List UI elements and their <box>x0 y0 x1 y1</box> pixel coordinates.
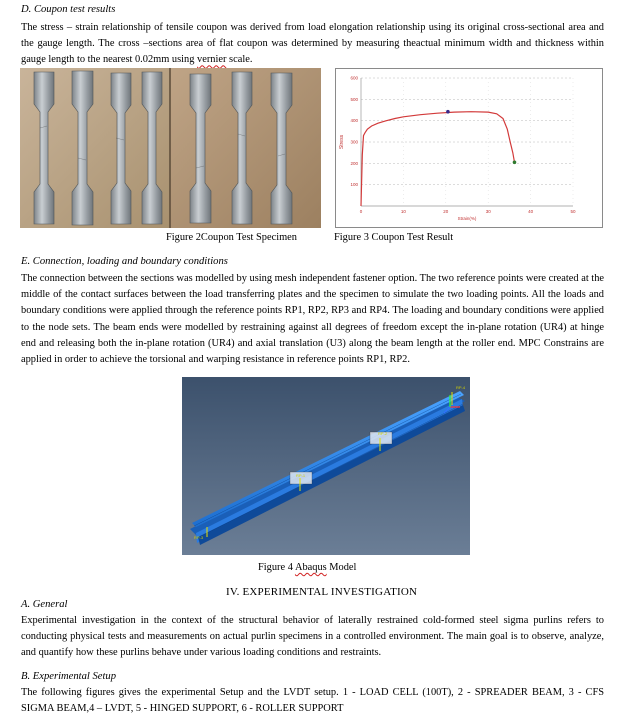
section-e-heading: E. Connection, loading and boundary conditions <box>21 256 228 267</box>
spellcheck-word: vernier <box>197 54 227 66</box>
figure-4-caption-end: Model <box>326 562 357 573</box>
spellcheck-word-abaqus: Abaqus <box>294 562 327 573</box>
rp2-label: RP-2 <box>378 431 388 436</box>
y-tick-label: 100 <box>350 182 358 188</box>
figure-4-caption <box>258 562 356 573</box>
x-tick-label: 0 <box>359 209 363 214</box>
section-d-text: The stress – strain relationship of tensile coupon was derived from load elongation relationship using its original cross-sectional area and the gauge length. The cross –sections area of flat coupon was determined by measuring theactual minimum width and thickness within gauge length to the nearest 0.02mm using <box>21 22 604 66</box>
section-a-heading: A. General <box>21 599 68 610</box>
y-tick-label: 600 <box>350 75 358 81</box>
coupon-specimen-photo <box>20 68 321 228</box>
section-e-paragraph: The connection between the sections was modelled by using mesh independent fastener option. The two reference points were created at the middle of the contact surfaces between the load transferring plates and the specimen to simulate the two loading points. All the loads and boundary conditions were applied through the reference points RP1, RP2, RP3 and RP4. The loading and boundary conditions were applied to the node sets. The beam ends were modelled by restraining against all degrees of freedom except the in-plane rotation (UR4) at hinge end and releasing both the in-plane rotation (UR4) and axial translation (U3) along the beam length at the roller end. MPC Constrains are applied in order to achieve the torsional and warping resistance in reference points RP1, RP2. <box>21 273 604 366</box>
section-d-paragraph <box>21 20 604 69</box>
x-tick-label: 40 <box>528 209 534 214</box>
figure-3-caption: Figure 3 Coupon Test Result <box>334 232 454 243</box>
coupon-test-chart <box>335 68 603 228</box>
y-tick-label: 200 <box>350 160 358 166</box>
chart-marker-point <box>513 160 517 164</box>
section-b-paragraph: The following figures gives the experimental Setup and the LVDT setup. 1 - LOAD CELL (100T), 2 - SPREADER BEAM, 3 - CFS SIGMA BEAM,4 – LVDT, 5 - HINGED SUPPORT, 6 - ROLLER SUPPORT <box>21 687 604 715</box>
y-tick-label: 400 <box>350 118 358 124</box>
section-a-paragraph: Experimental investigation in the context of the structural behavior of laterally restrained cold-formed steel sigma purlins refers to conducting physical tests and measurements on actual purlin specimens in a controlled environment. The main goal is to observe, analyze, and quantify how these purlins behave under various loading conditions and restraints. <box>21 615 604 659</box>
abaqus-model-image <box>182 377 470 555</box>
chart-x-axis-label: Strain(%) <box>457 216 477 221</box>
figure-2-caption: Figure 2Coupon Test Specimen <box>166 232 297 243</box>
x-tick-label: 30 <box>485 209 491 214</box>
section-d-heading: D. Coupon test results <box>21 4 116 15</box>
rp3-label: RP-3 <box>194 535 204 540</box>
stress-strain-chart-svg <box>335 68 603 228</box>
figure-4-caption-start: Figure 4 <box>258 562 295 573</box>
x-tick-label: 20 <box>443 209 449 214</box>
x-tick-label: 10 <box>400 209 406 214</box>
rp1-label: RP-1 <box>296 473 306 478</box>
section-d-text-end: scale. <box>226 54 253 66</box>
section-b-heading: B. Experimental Setup <box>21 671 117 682</box>
chart-frame <box>336 69 603 228</box>
chart-y-axis-label: Stress <box>339 134 345 150</box>
y-tick-label: 500 <box>350 96 358 102</box>
rp4-label: RP-4 <box>456 385 466 390</box>
chart-marker-point <box>446 110 450 114</box>
y-tick-label: 300 <box>350 139 358 145</box>
section-iv-title: IV. EXPERIMENTAL INVESTIGATION <box>226 586 418 598</box>
x-tick-label: 50 <box>570 209 576 214</box>
